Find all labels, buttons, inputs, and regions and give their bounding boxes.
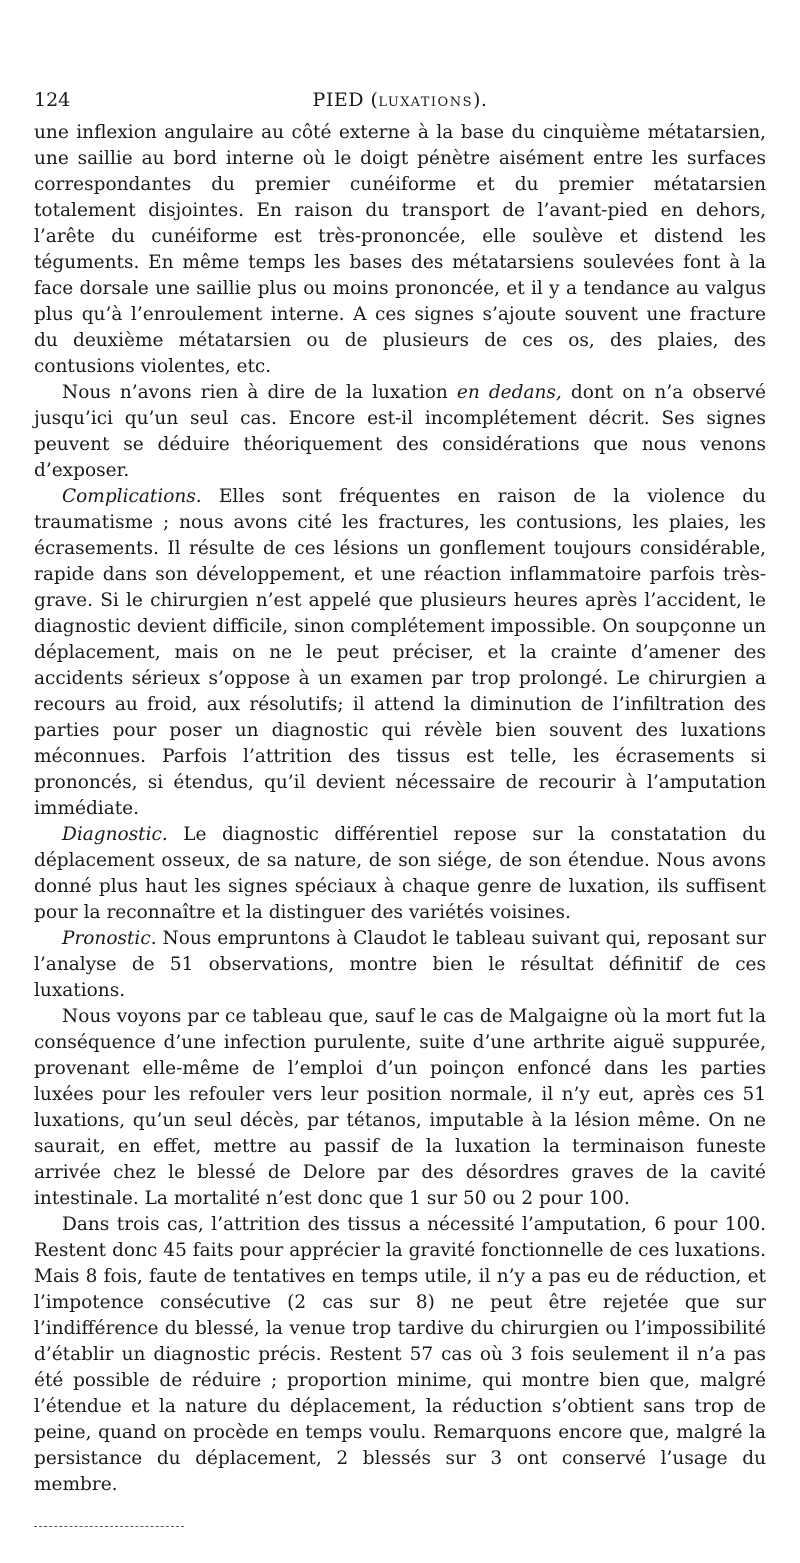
paragraph-functional-outcome: Dans trois cas, l’attrition des tissus a nécessité l’amputation, 6 pour 100. Restent donc 45 faits pour apprécier la gravité fonctionnelle de ces luxations. Mais 8 fois, faute de tentatives en temps utile, il n’y a pas eu de réduction, et l’impotence consécutive (2 cas sur 8) ne peut être rejetée que sur l’indifférence du blessé, la venue trop tardive du chirurgien ou l’impossibilité d’établir un diagnostic précis. Restent 57 cas où 3 fois seulement il n’a pas été possible de réduire ; proportion minime, qui montre bien que, malgré l’étendue et la nature du déplacement, la réduction s’obtient sans trop de peine, quand on procède en temps voulu. Remarquons encore que, malgré la persistance du déplacement, 2 blessés sur 3 ont conservé l’usage du membre.: [34, 1214, 766, 1495]
complications-text: Elles sont fréquentes en raison de la violence du traumatisme ; nous avons cité les fractures, les contusions, les plaies, les écrasements. Il résulte de ces lésions un gonflement toujours considérable, rapide dans son développement, et une réaction inflammatoire parfois très-grave. Si le chirurgien n’est appelé que plusieurs heures après l’accident, le diagnostic devient difficile, sinon complétement impossible. On soupçonne un déplacement, mais on ne le peut préciser, et la crainte d’amener des accidents sérieux s’oppose à un examen par trop prolongé. Le chirurgien a recours au froid, aux résolutifs; il attend la diminution de l’infiltration des parties pour poser un diagnostic qui révèle bien souvent des luxations méconnues. Parfois l’attrition des tissus est telle, les écrasements si prononcés, si étendus, qu’il devient nécessaire de recourir à l’amputation immédiate.: [34, 486, 766, 819]
footer-rule: [34, 1526, 184, 1527]
paragraph-dislocation-signs: une inflexion angulaire au côté externe à la base du cinquième métatarsien, une saillie au bord interne où le doigt pénètre aisément entre les surfaces correspondantes du premier cunéiforme et du premier métatarsien totalement disjointes. En raison du transport de l’avant-pied en dehors, l’arête du cunéiforme est très-prononcée, elle soulève et distend les téguments. En même temps les bases des métatarsiens soulevées font à la face dorsale une saillie plus ou moins prononcée, et il y a tendance au valgus plus qu’à l’enroulement interne. A ces signes s’ajoute souvent une fracture du deuxième métatarsien ou de plusieurs de ces os, des plaies, des contusions violentes, etc.: [34, 122, 766, 377]
paragraph-inward-text-end: dont on n’a observé jusqu’ici qu’un seul cas. Encore est-il incomplétement décrit. Ses signes peuvent se déduire théoriquement des considérations que nous venons d’exposer.: [34, 382, 766, 481]
inward-emphasis: en dedans,: [456, 382, 562, 403]
prognosis-text: Nous empruntons à Claudot le tableau suivant qui, reposant sur l’analyse de 51 observations, montre bien le résultat définitif de ces luxations.: [34, 928, 766, 1001]
body-text: [34, 120, 766, 1498]
paragraph-complications: [34, 484, 766, 822]
complications-heading: Complications.: [62, 486, 202, 507]
prognosis-heading: Pronostic.: [62, 928, 157, 949]
running-head: [34, 86, 766, 117]
paragraph-inward-dislocation: [34, 380, 766, 484]
paragraph-mortality: Nous voyons par ce tableau que, sauf le cas de Malgaigne où la mort fut la conséquence d’une infection purulente, suite d’une arthrite aiguë suppurée, provenant elle-même de l’emploi d’un poinçon enfoncé dans les parties luxées pour les refouler vers leur position normale, il n’y eut, après ces 51 luxations, qu’un seul décès, par tétanos, imputable à la lésion même. On ne saurait, en effet, mettre au passif de la luxation la terminaison funeste arrivée chez le blessé de Delore par des désordres graves de la cavité intestinale. La mortalité n’est donc que 1 sur 50 ou 2 pour 100.: [34, 1006, 766, 1209]
running-head-close: ).: [473, 89, 488, 111]
page-header: [34, 86, 766, 114]
diagnostic-text: Le diagnostic différentiel repose sur la constatation du déplacement osseux, de sa nature, de son siége, de son étendue. Nous avons donné plus haut les signes spéciaux à chaque genre de luxation, ils suffisent pour la reconnaître et la distinguer des variétés voisines.: [34, 824, 766, 923]
paragraph-diagnostic: [34, 822, 766, 926]
diagnostic-heading: Diagnostic.: [62, 824, 168, 845]
page-number: 124: [34, 89, 71, 111]
running-head-main: PIED (: [312, 89, 379, 111]
running-head-smallcaps: LUXATIONS: [378, 95, 473, 110]
paragraph-prognosis: [34, 926, 766, 1004]
paragraph-inward-text-start: Nous n’avons rien à dire de la luxation: [62, 382, 457, 403]
